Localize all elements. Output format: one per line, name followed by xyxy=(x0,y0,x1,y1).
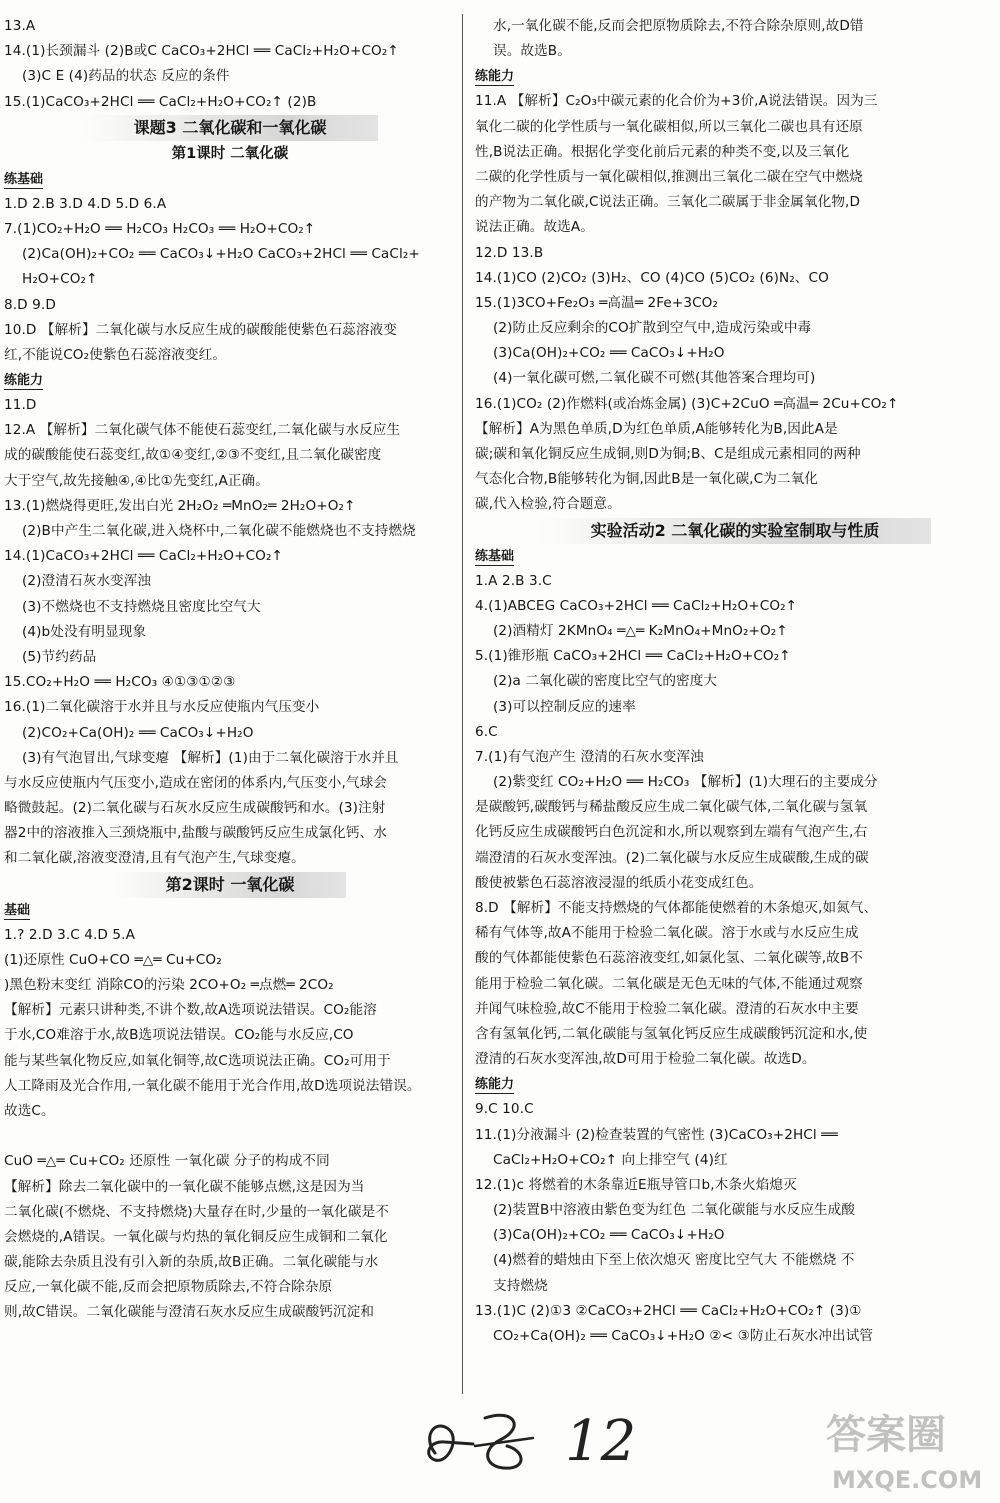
answer-line: (4)燃着的蜡烛由下至上依次熄灭 密度比空气大 不能燃烧 不 xyxy=(493,1252,855,1269)
answer-line: 气态化合物,B能够转化为铜,因此B是一氧化碳,C为二氧化 xyxy=(475,471,818,488)
answer-line: 酸的气体都能使紫色石蕊溶液变红,如氯化氢、二氧化碳等,故B不 xyxy=(475,950,863,967)
activity-title-text: 实验活动2 二氧化碳的实验室制取与性质 xyxy=(539,518,932,544)
answer-line: 【解析】元素只讲种类,不讲个数,故A选项说法错误。CO₂能溶 xyxy=(4,1002,377,1019)
answer-line: 故选C。 xyxy=(4,1102,55,1119)
answer-line: 人工降雨及光合作用,一氧化碳不能用于光合作用,故D选项说法错误。 xyxy=(4,1077,421,1094)
section-label-text: 练能力 xyxy=(475,1077,515,1093)
answer-line: 稀有气体等,故A不能用于检验二氧化碳。溶于水或与水反应生成 xyxy=(475,925,859,942)
answer-line: 能用于检验二氧化碳。二氧化碳是无色无味的气体,不能通过观察 xyxy=(475,975,863,992)
section-label xyxy=(475,544,995,569)
answer-line: 化钙反应生成碳酸钙白色沉淀和水,所以观察到左端有气泡产生,右 xyxy=(475,824,868,841)
answer-line: )黑色粉末变红 消除CO的污染 2CO+O₂ ═点燃═ 2CO₂ xyxy=(4,977,334,993)
lesson-title-text: 课题3 二氧化碳和一氧化碳 xyxy=(82,115,379,141)
period-title-2 xyxy=(4,872,456,898)
answer-line: 14.(1)长颈漏斗 (2)B或C CaCO₃+2HCl ══ CaCl₂+H₂O+CO₂↑ xyxy=(4,43,399,60)
section-label-text: 练基础 xyxy=(475,548,515,564)
answer-line: 1.? 2.D 3.C 4.D 5.A xyxy=(4,926,135,943)
left-column xyxy=(4,14,456,1326)
answer-line: 8.D 【解析】不能支持燃烧的气体都能使燃着的木条熄灭,如氮气、 xyxy=(475,900,878,916)
section-label-text: 练基础 xyxy=(4,171,44,187)
answer-line: 说法正确。故选A。 xyxy=(475,219,594,236)
answer-line: 11.D xyxy=(4,397,37,414)
answer-line: 红,不能说CO₂使紫色石蕊溶液变红。 xyxy=(4,346,227,363)
answer-line: 端澄清的石灰水变浑浊。(2)二氧化碳与水反应生成碳酸,生成的碳 xyxy=(475,849,869,866)
answer-line: 氧化二碳的化学性质与一氧化碳相似,所以三氧化二碳也具有还原 xyxy=(475,118,863,135)
answer-line: 12.(1)c 将燃着的木条靠近E瓶导管口b,木条火焰熄灭 xyxy=(475,1176,797,1193)
section-label-text: 练能力 xyxy=(475,69,515,85)
answer-line: 二氧化碳(不燃烧、不支持燃烧)大量存在时,少量的一氧化碳是不 xyxy=(4,1203,389,1220)
answer-line: 14.(1)CaCO₃+2HCl ══ CaCl₂+H₂O+CO₂↑ xyxy=(4,548,283,565)
section-label xyxy=(4,898,456,923)
answer-line: 16.(1)CO₂ (2)作燃料(或冶炼金属) (3)C+2CuO ═高温═ 2Cu+CO₂↑ xyxy=(475,395,899,412)
answer-line: 和二氧化碳,溶液变澄清,且有气泡产生,气球变瘪。 xyxy=(4,850,305,867)
answer-line: 15.CO₂+H₂O ══ H₂CO₃ ④①③①②③ xyxy=(4,674,236,691)
answer-line: 器2中的溶液推入三颈烧瓶中,盐酸与碳酸钙反应生成氯化钙、水 xyxy=(4,825,387,842)
answer-line: 13.A xyxy=(4,18,36,34)
answer-line: (2)CO₂+Ca(OH)₂ ══ CaCO₃↓+H₂O xyxy=(22,724,254,741)
answer-line: 16.(1)二氧化碳溶于水并且与水反应使瓶内气压变小 xyxy=(4,699,320,716)
answer-line: 并闻气味检验,故C不能用于检验二氧化碳。澄清的石灰水中主要 xyxy=(475,1000,859,1017)
answer-line: 15.(1)3CO+Fe₂O₃ ═高温═ 2Fe+3CO₂ xyxy=(475,294,719,311)
section-label xyxy=(475,64,995,89)
answer-line: 11.(1)分液漏斗 (2)检查装置的气密性 (3)CaCO₃+2HCl ══ xyxy=(475,1126,838,1143)
period-title-2-text: 第2课时 一氧化碳 xyxy=(114,872,347,898)
answer-line: 1.A 2.B 3.C xyxy=(475,572,552,589)
section-label xyxy=(475,1072,995,1097)
period-title: 第1课时 二氧化碳 xyxy=(171,145,289,162)
answer-line: 12.A 【解析】二氧化碳气体不能使石蕊变红,二氧化碳与水反应生 xyxy=(4,422,401,439)
site-watermark xyxy=(822,1400,992,1500)
watermark-line2: MXQE.COM xyxy=(832,1466,983,1494)
answer-line: (4)b处没有明显现象 xyxy=(22,623,147,640)
answer-line: (2)防止反应剩余的CO扩散到空气中,造成污染或中毒 xyxy=(493,320,812,337)
watermark-line1: 答案圈 xyxy=(826,1412,946,1458)
answer-line: 性,B说法正确。根据化学变化前后元素的种类不变,以及三氧化 xyxy=(475,143,850,160)
right-column xyxy=(475,14,995,1349)
answer-line: (3)可以控制反应的速率 xyxy=(493,698,636,715)
answer-line: (5)节约药品 xyxy=(22,648,97,665)
answer-line: 7.(1)CO₂+H₂O ══ H₂CO₃ H₂CO₃ ══ H₂O+CO₂↑ xyxy=(4,220,316,237)
answer-line: 澄清的石灰水变浑浊,故D可用于检验二氧化碳。故选D。 xyxy=(475,1051,816,1068)
answer-line: 会燃烧的,A错误。一氧化碳与灼热的氧化铜反应生成铜和二氧化 xyxy=(4,1228,388,1245)
answer-line: 1.D 2.B 3.D 4.D 5.D 6.A xyxy=(4,195,167,212)
answer-line: (2)a 二氧化碳的密度比空气的密度大 xyxy=(493,673,718,690)
answer-line: 13.(1)C (2)①3 ②CaCO₃+2HCl ══ CaCl₂+H₂O+CO₂↑ (3)① xyxy=(475,1302,862,1319)
answer-line: 12.D 13.B xyxy=(475,244,544,261)
answer-line: (2)紫变红 CO₂+H₂O ══ H₂CO₃ 【解析】(1)大理石的主要成分 xyxy=(493,774,878,791)
answer-line: (3)Ca(OH)₂+CO₂ ══ CaCO₃↓+H₂O xyxy=(493,345,725,362)
answer-line: (3)有气泡冒出,气球变瘪 【解析】(1)由于二氧化碳溶于水并且 xyxy=(22,749,399,766)
answer-line: 7.(1)有气泡产生 澄清的石灰水变浑浊 xyxy=(475,748,704,765)
answer-line: (2)酒精灯 2KMnO₄ ═△═ K₂MnO₄+MnO₂+O₂↑ xyxy=(493,622,788,639)
page-number-text: 12 xyxy=(565,1409,637,1474)
answer-line: 水,一氧化碳不能,反而会把原物质除去,不符合除杂原则,故D错 xyxy=(493,18,864,34)
answer-line: 反应,一氧化碳不能,反而会把原物质除去,不符合除杂原 xyxy=(4,1279,333,1296)
answer-line: (2)B中产生二氧化碳,进入烧杯中,二氧化碳不能燃烧也不支持燃烧 xyxy=(22,523,416,539)
answer-line: 4.(1)ABCEG CaCO₃+2HCl ══ CaCl₂+H₂O+CO₂↑ xyxy=(475,597,798,614)
answer-line: H₂O+CO₂↑ xyxy=(22,271,98,288)
answer-line: 与水反应使瓶内气压变小,造成在密闭的体系内,气压变小,气球会 xyxy=(4,774,387,791)
answer-line: 含有氢氧化钙,二氧化碳能与氢氧化钙反应生成碳酸钙沉淀和水,使 xyxy=(475,1025,868,1042)
answer-line: 的产物为二氧化碳,C说法正确。三氧化二碳属于非金属氧化物,D xyxy=(475,194,861,211)
answer-line: 成的碳酸能使石蕊变红,故①④变红,②③不变红,且二氧化碳密度 xyxy=(4,447,382,464)
answer-line: (2)Ca(OH)₂+CO₂ ══ CaCO₃↓+H₂O CaCO₃+2HCl ══ CaCl₂+ xyxy=(22,246,420,263)
answer-line: 是碳酸钙,碳酸钙与稀盐酸反应生成二氧化碳气体,二氧化碳与氢氧 xyxy=(475,799,868,816)
answer-line: 9.C 10.C xyxy=(475,1101,534,1118)
answer-line: 【解析】A为黑色单质,D为红色单质,A能够转化为B,因此A是 xyxy=(475,420,838,437)
answer-line: (3)C E (4)药品的状态 反应的条件 xyxy=(22,68,230,85)
lesson-title xyxy=(4,115,456,141)
answer-line: 大于空气,故先接触④,④比①先变红,A正确。 xyxy=(4,472,269,489)
handwritten-page-number xyxy=(415,1398,655,1488)
answer-line: 略微鼓起。(2)二氧化碳与石灰水反应生成碳酸钙和水。(3)注射 xyxy=(4,800,386,817)
answer-line: 【解析】除去二氧化碳中的一氧化碳不能够点燃,这是因为当 xyxy=(4,1178,365,1195)
answer-line: 5.(1)锥形瓶 CaCO₃+2HCl ══ CaCl₂+H₂O+CO₂↑ xyxy=(475,648,791,665)
answer-line: 酸使被紫色石蕊溶液浸湿的纸质小花变成红色。 xyxy=(475,874,763,891)
answer-line: 13.(1)燃烧得更旺,发出白光 2H₂O₂ ═MnO₂═ 2H₂O+O₂↑ xyxy=(4,497,356,514)
answer-line: 则,故C错误。二氧化碳能与澄清石灰水反应生成碳酸钙沉淀和 xyxy=(4,1304,375,1321)
answer-line: 8.D 9.D xyxy=(4,296,56,313)
answer-line: (1)还原性 CuO+CO ═△═ Cu+CO₂ xyxy=(4,951,222,968)
answer-line: CaCl₂+H₂O+CO₂↑ 向上排空气 (4)红 xyxy=(493,1151,728,1168)
section-label-text: 练能力 xyxy=(4,373,44,389)
section-label-text: 基础 xyxy=(4,902,31,918)
answer-line: (2)装置B中溶液由紫色变为红色 二氧化碳能与水反应生成酸 xyxy=(493,1202,856,1219)
answer-line: 碳,能除去杂质且没有引入新的杂质,故B正确。二氧化碳能与水 xyxy=(4,1254,379,1271)
answer-line: 6.C xyxy=(475,723,498,740)
answer-line: (3)Ca(OH)₂+CO₂ ══ CaCO₃↓+H₂O xyxy=(493,1227,725,1244)
answer-line: 15.(1)CaCO₃+2HCl ══ CaCl₂+H₂O+CO₂↑ (2)B xyxy=(4,93,317,110)
answer-line: 14.(1)CO (2)CO₂ (3)H₂、CO (4)CO (5)CO₂ (6)N₂、CO xyxy=(475,269,829,286)
answer-line: 碳;碳和氧化铜反应生成铜,则D为铜;B、C是组成元素相同的两种 xyxy=(475,446,861,462)
column-divider xyxy=(462,14,463,1394)
section-label xyxy=(4,167,456,192)
answer-line: 支持燃烧 xyxy=(493,1277,548,1294)
answer-line: 11.A 【解析】C₂O₃中碳元素的化合价为+3价,A说法错误。因为三 xyxy=(475,93,878,110)
answer-line: 碳,代入检验,符合题意。 xyxy=(475,496,621,513)
answer-line: 能与某些氧化物反应,如氧化铜等,故C选项说法正确。CO₂可用于 xyxy=(4,1052,391,1069)
answer-line: 误。故选B。 xyxy=(493,43,571,60)
blank-line xyxy=(4,1124,456,1149)
answer-line: 二碳的化学性质与一氧化碳相似,推测出三氧化二碳在空气中燃烧 xyxy=(475,168,863,185)
answer-line: CO₂+Ca(OH)₂ ══ CaCO₃↓+H₂O ②< ③防止石灰水冲出试管 xyxy=(493,1328,874,1344)
answer-line: (4)一氧化碳可燃,二氧化碳不可燃(其他答案合理均可) xyxy=(493,370,816,387)
answer-line: (3)不燃烧也不支持燃烧且密度比空气大 xyxy=(22,598,261,615)
activity-title xyxy=(475,518,995,544)
answer-line: CuO ═△═ Cu+CO₂ 还原性 一氧化碳 分子的构成不同 xyxy=(4,1153,330,1170)
section-label xyxy=(4,368,456,393)
answer-line: 于水,CO难溶于水,故B选项说法错误。CO₂能与水反应,CO xyxy=(4,1027,354,1044)
answer-line: (2)澄清石灰水变浑浊 xyxy=(22,573,152,590)
answer-line: 10.D 【解析】二氧化碳与水反应生成的碳酸能使紫色石蕊溶液变 xyxy=(4,321,397,338)
